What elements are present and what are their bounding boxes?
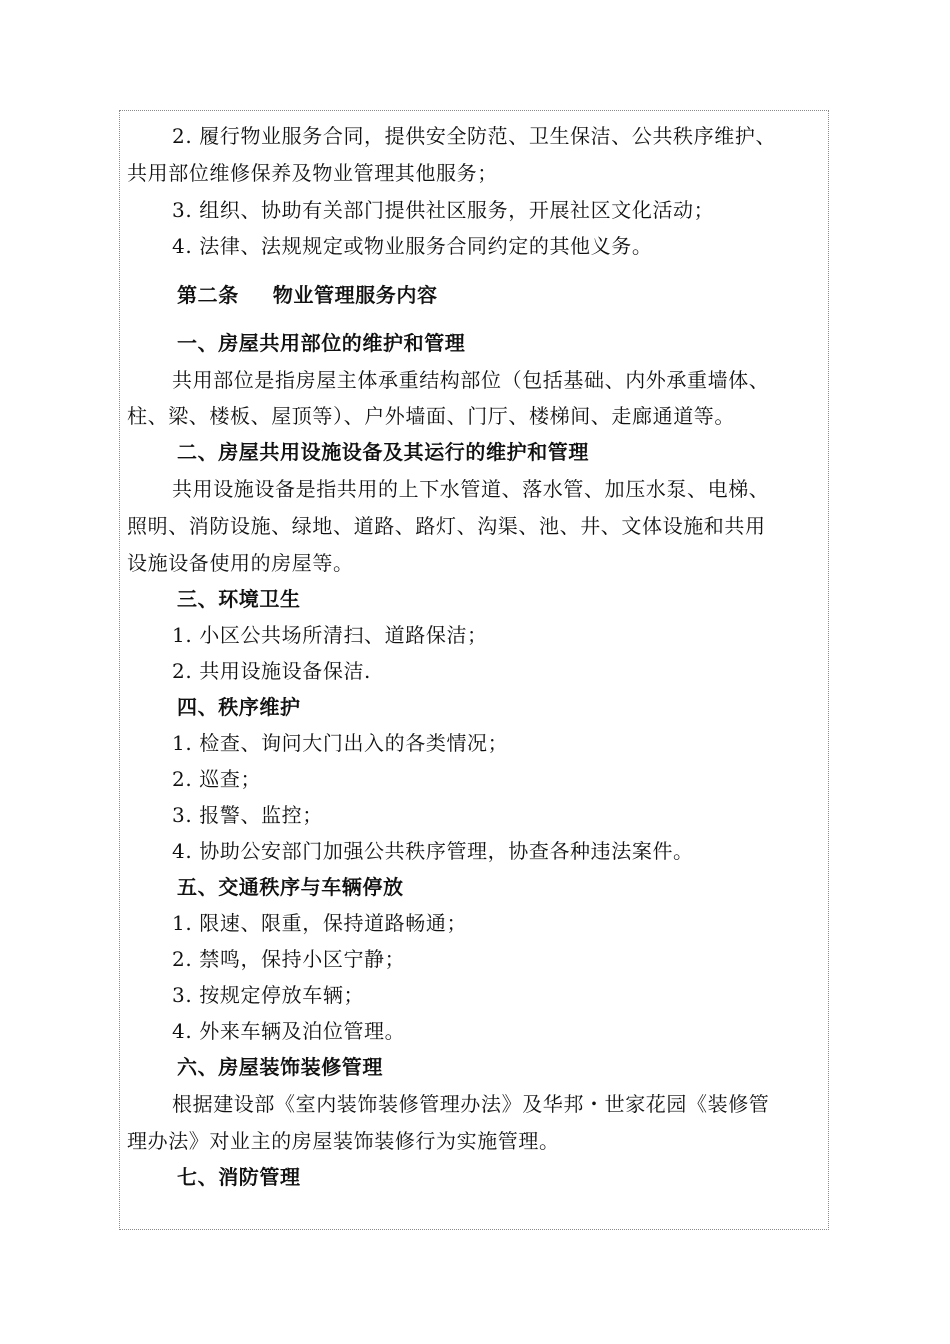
- section-6-para-line2: 理办法》对业主的房屋装饰装修行为实施管理。: [127, 1129, 560, 1153]
- obligation-item-2-line1: 2. 履行物业服务合同，提供安全防范、卫生保洁、公共秩序维护、: [172, 124, 777, 148]
- section-2-para-line1: 共用设施设备是指共用的上下水管道、落水管、加压水泵、电梯、: [172, 477, 770, 501]
- section-4-heading: 四、秩序维护: [177, 695, 301, 719]
- section-5-item-1: 1. 限速、限重，保持道路畅通；: [172, 911, 468, 935]
- article-2-number: 第二条: [177, 283, 239, 307]
- section-4-item-3: 3. 报警、监控；: [172, 803, 323, 827]
- article-2-heading: [177, 283, 438, 307]
- section-1-para-line2: 柱、梁、楼板、屋顶等）、户外墙面、门厅、楼梯间、走廊通道等。: [127, 404, 735, 428]
- obligation-item-2-line2: 共用部位维修保养及物业管理其他服务；: [127, 161, 498, 185]
- section-4-item-4: 4. 协助公安部门加强公共秩序管理，协查各种违法案件。: [172, 839, 694, 863]
- section-3-heading: 三、环境卫生: [177, 587, 301, 611]
- section-1-heading: 一、房屋共用部位的维护和管理: [177, 331, 466, 355]
- section-4-item-1: 1. 检查、询问大门出入的各类情况；: [172, 731, 509, 755]
- section-7-heading: 七、消防管理: [177, 1165, 301, 1189]
- section-3-item-2: 2. 共用设施设备保洁.: [172, 659, 371, 683]
- obligation-item-4: 4. 法律、法规规定或物业服务合同约定的其他义务。: [172, 234, 653, 258]
- section-6-para-line1: 根据建设部《室内装饰装修管理办法》及华邦・世家花园《装修管: [172, 1092, 770, 1116]
- section-3-item-1: 1. 小区公共场所清扫、道路保洁；: [172, 623, 488, 647]
- section-4-item-2: 2. 巡查；: [172, 767, 262, 791]
- section-5-heading: 五、交通秩序与车辆停放: [177, 875, 404, 899]
- obligation-item-3: 3. 组织、协助有关部门提供社区服务，开展社区文化活动；: [172, 198, 715, 222]
- section-2-heading: 二、房屋共用设施设备及其运行的维护和管理: [177, 440, 589, 464]
- section-5-item-4: 4. 外来车辆及泊位管理。: [172, 1019, 406, 1043]
- section-6-heading: 六、房屋装饰装修管理: [177, 1055, 383, 1079]
- section-5-item-2: 2. 禁鸣，保持小区宁静；: [172, 947, 406, 971]
- section-5-item-3: 3. 按规定停放车辆；: [172, 983, 365, 1007]
- article-2-title: 物业管理服务内容: [272, 283, 438, 307]
- section-2-para-line2: 照明、消防设施、绿地、道路、路灯、沟渠、池、井、文体设施和共用: [127, 514, 766, 538]
- section-2-para-line3: 设施设备使用的房屋等。: [127, 551, 354, 575]
- section-1-para-line1: 共用部位是指房屋主体承重结构部位（包括基础、内外承重墙体、: [172, 368, 770, 392]
